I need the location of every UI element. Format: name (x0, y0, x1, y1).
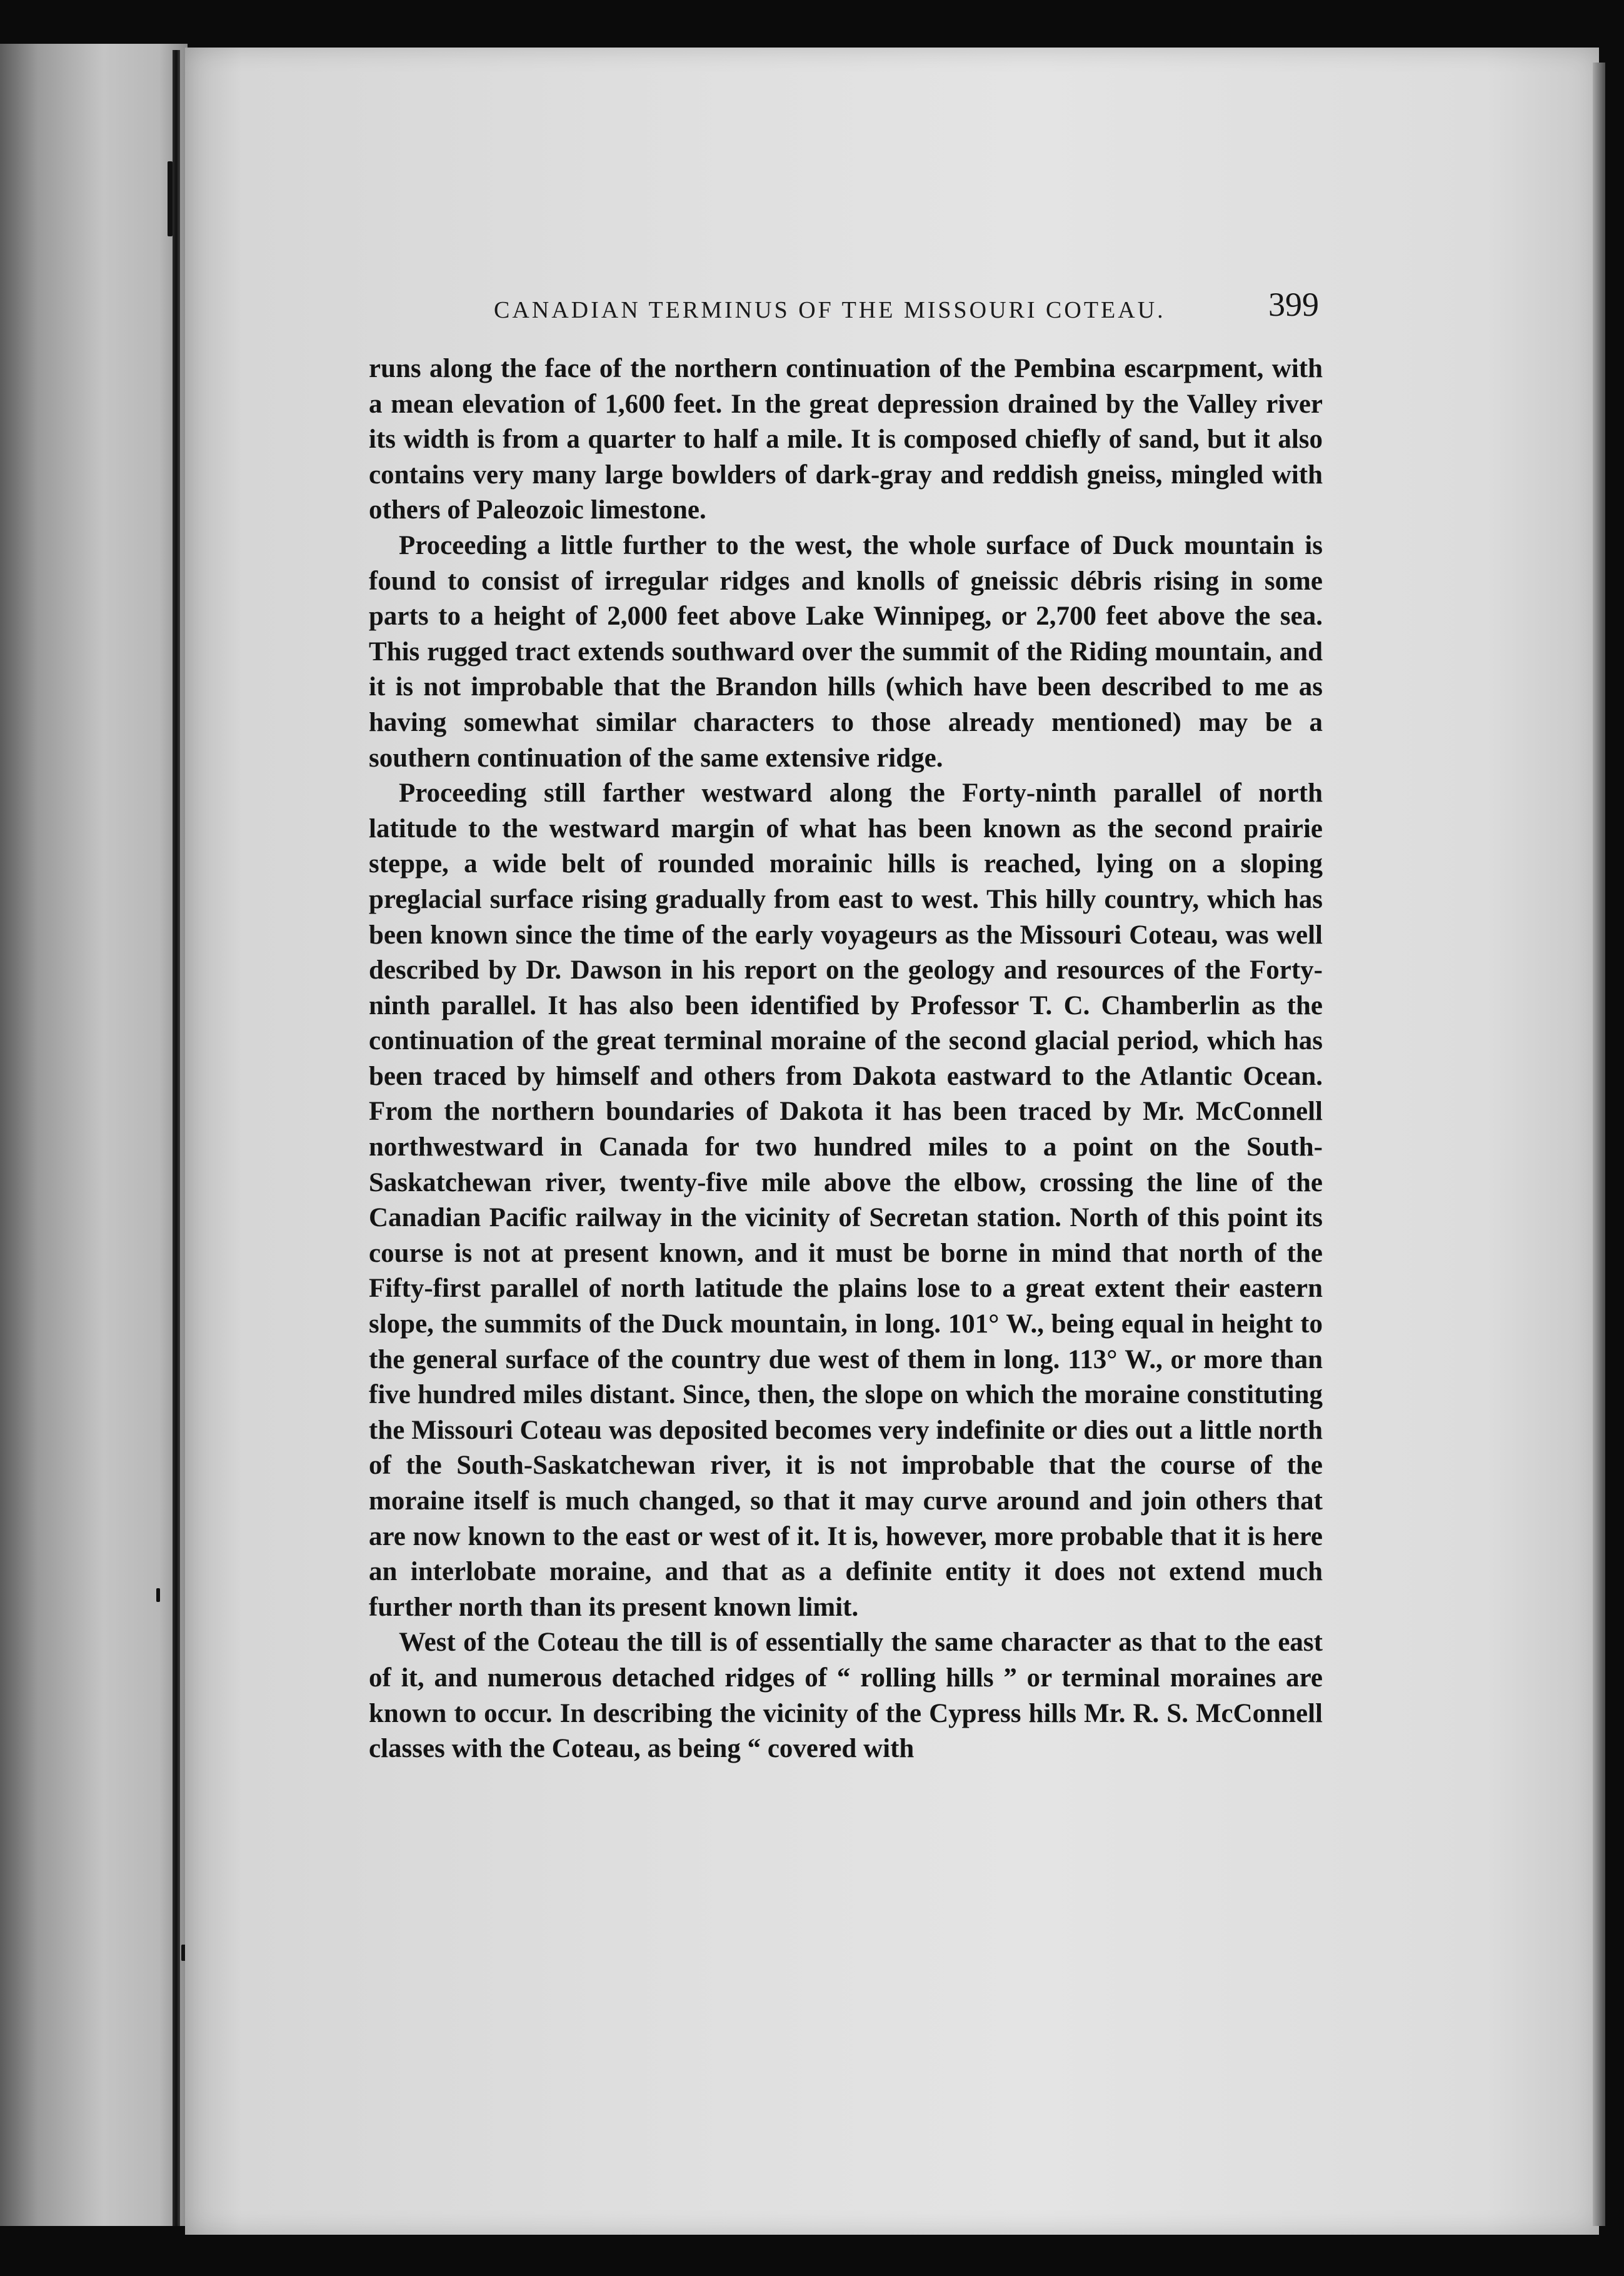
page-number: 399 (1268, 286, 1319, 323)
paragraph: runs along the face of the northern continuation of the Pembina escarpment, with a mean elevation of 1,600 feet. In the great depression drained by the Valley river its width is from a quarter to half a mile. It is composed chiefly of sand, but it also contains very many large bowlders of dark-gray and reddish gneiss, mingled with others of Paleozoic limestone. (369, 354, 1323, 525)
book-gutter (173, 50, 180, 2226)
page-right-edge (1593, 63, 1605, 2226)
paragraph: Proceeding a little further to the west, the whole surface of Duck mountain is found to consist of irregular ridges and knolls of gneissic débris rising in some parts to a height of 2,000 feet above Lake Winnipeg, or 2,700 feet above the sea. This rugged tract extends southward over the summit of the Riding mountain, and it is not improbable that the Brandon hills (which have been described to me as having somewhat similar characters to those already mentioned) may be a southern continuation of the same extensive ridge. (369, 530, 1323, 773)
margin-mark (168, 161, 173, 236)
page-header (494, 285, 1319, 335)
previous-page-edge (0, 44, 188, 2226)
running-title: CANADIAN TERMINUS OF THE MISSOURI COTEAU. (494, 297, 1166, 323)
paragraph: Proceeding still farther westward along the Forty-ninth parallel of north latitude to the westward margin of what has been known as the second prairie steppe, a wide belt of rounded morainic hills is reached, lying on a sloping preglacial surface rising gradually from east to west. This hilly country, which has been known since the time of the early voyageurs as the Missouri Coteau, was well described by Dr. Dawson in his report on the geology and resources of the Forty-ninth parallel. It has also been identified by Professor T. C. Chamberlin as the continuation of the great terminal moraine of the second glacial period, which has been traced by himself and others from Dakota eastward to the Atlantic Ocean. From the northern boundaries of Dakota it has been traced by Mr. McConnell northwestward in Canada for two hundred miles to a point on the South-Saskatchewan river, twenty-five mile above the elbow, crossing the line of the Canadian Pacific railway in the vicinity of Secretan station. North of this point its course is not at present known, and it must be borne in mind that north of the Fifty-first parallel of north latitude the plains lose to a great extent their eastern slope, the summits of the Duck mountain, in long. 101° W., being equal in height to the general surface of the country due west of them in long. 113° W., or more than five hundred miles distant. Since, then, the slope on which the moraine constituting the Missouri Coteau was deposited becomes very indefinite or dies out a little north of the South-Saskatchewan river, it is not improbable that the course of the moraine itself is much changed, so that it may curve around and join others that are now known to the east or west of it. It is, however, more probable that it is here an interlobate moraine, and that as a definite entity it does not extend much further north than its present known limit. (369, 778, 1323, 1622)
body-text (369, 351, 1323, 1767)
paragraph: West of the Coteau the till is of essentially the same character as that to the east of it, and numerous detached ridges of “ rolling hills ” or terminal moraines are known to occur. In describing the vicinity of the Cypress hills Mr. R. S. McConnell classes with the Coteau, as being “ covered with (369, 1628, 1323, 1764)
margin-mark (156, 1588, 160, 1602)
